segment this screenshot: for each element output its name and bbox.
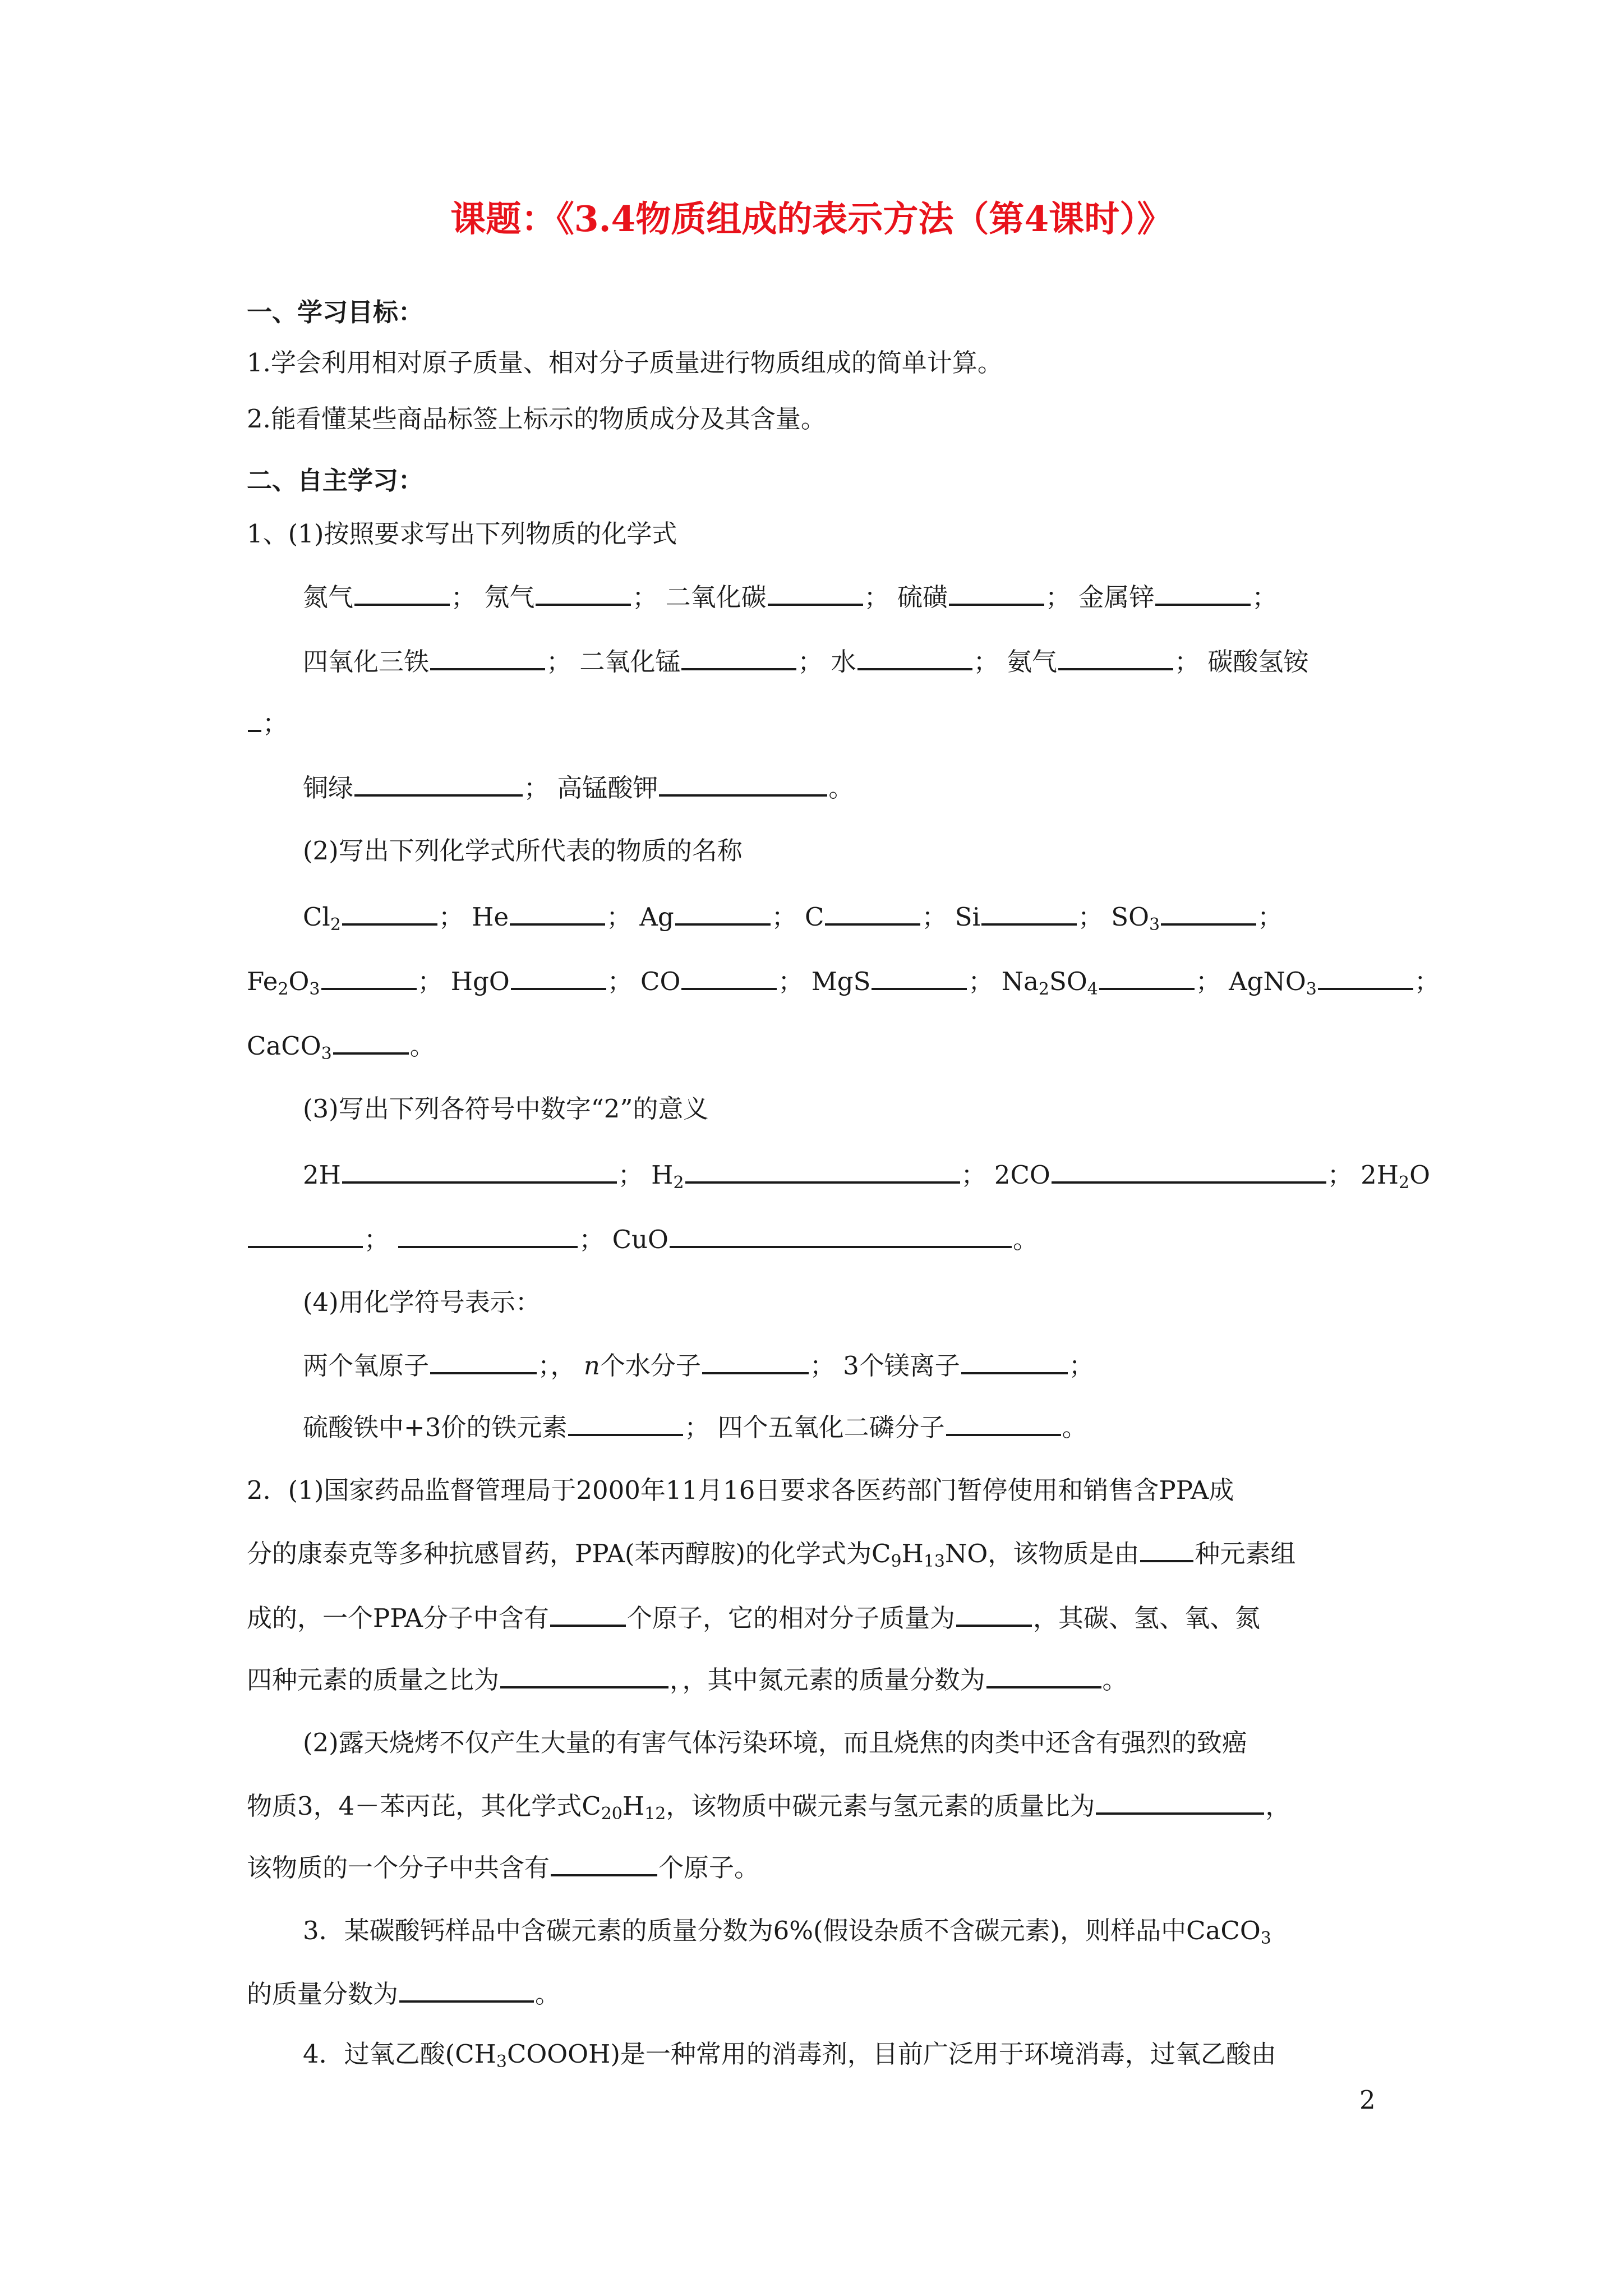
q1-p2-row1: $Cl_2$ ； He ； Ag ； C ； Si ； $SO_3$ ； xyxy=(303,898,1283,935)
text-segment: ，该物质中碳元素与氢元素的质量比为 xyxy=(666,1791,1095,1821)
answer-blank[interactable] xyxy=(321,962,417,990)
answer-blank[interactable] xyxy=(248,1220,363,1248)
q1-p2-row3: CaCO$_3$ 。 xyxy=(247,1027,435,1064)
text-segment: ，该物质是由 xyxy=(988,1539,1140,1568)
q3-line2: 的质量分数为 。 xyxy=(247,1975,560,2012)
answer-blank[interactable] xyxy=(430,642,545,670)
q2-p2-line2: 物质3，4－苯丙芘，其化学式$C_{20}H_{12}$，该物质中碳元素与氢元素的质量比为 ， xyxy=(247,1787,1290,1824)
answer-blank[interactable] xyxy=(949,578,1044,606)
answer-blank[interactable] xyxy=(354,578,450,606)
text-segment: ，其中氮元素的质量分数为 xyxy=(682,1665,985,1695)
answer-blank[interactable] xyxy=(825,898,920,926)
term-iron-element: 硫酸铁中+3价的铁元素 xyxy=(303,1412,568,1442)
text-segment: )是一种常用的消毒剂，目前广泛用于环境消毒，过氧乙酸由 xyxy=(610,2039,1276,2069)
answer-blank[interactable] xyxy=(1161,898,1256,926)
answer-blank[interactable] xyxy=(1099,962,1195,990)
answer-blank[interactable] xyxy=(681,642,796,670)
answer-blank[interactable] xyxy=(398,1220,578,1248)
answer-blank[interactable] xyxy=(568,1408,683,1436)
answer-blank[interactable] xyxy=(510,898,605,926)
text-segment: 个原子。 xyxy=(658,1853,760,1883)
term-mno2: 二氧化锰 xyxy=(579,647,681,677)
q2-p2-line3 xyxy=(247,1848,759,1886)
term-nitrogen: 氮气 xyxy=(303,582,354,612)
text-segment: 分的康泰克等多种抗感冒药，PPA(苯丙醇胺)的化学式为 xyxy=(247,1539,872,1568)
answer-blank[interactable] xyxy=(248,704,261,732)
answer-blank[interactable] xyxy=(1058,642,1173,670)
q1-p2-intro: (2)写出下列化学式所代表的物质的名称 xyxy=(303,836,743,866)
answer-blank[interactable] xyxy=(333,1027,409,1055)
q2-p2-line1: (2)露天烧烤不仅产生大量的有害气体污染环境，而且烧焦的肉类中还含有强烈的致癌 xyxy=(303,1728,1247,1757)
q1-p2-row2: $Fe_2O_3$ ； HgO ； CO ； MgS ； $Na_2SO_4$ ； AgNO$_3$ ； xyxy=(247,962,1440,1000)
q2-p1-line2: 分的康泰克等多种抗感冒药，PPA(苯丙醇胺)的化学式为$C_9H_{13}NO$，该物质是由 种元素组 xyxy=(247,1534,1295,1572)
q1-row3: 铜绿 ； 高锰酸钾 。 xyxy=(303,769,854,806)
goal-2: 2.能看懂某些商品标签上标示的物质成分及其含量。 xyxy=(247,404,826,434)
text-segment: 个原子，它的相对分子质量为 xyxy=(626,1603,955,1633)
q1-p3-intro: (3)写出下列各符号中数字“2”的意义 xyxy=(303,1094,709,1124)
term-n: n xyxy=(583,1351,600,1381)
text-segment: 3．某碳酸钙样品中含碳元素的质量分数为6%(假设杂质不含碳元素)，则样品中 xyxy=(303,1916,1187,1945)
term-zinc: 金属锌 xyxy=(1078,582,1155,612)
answer-blank[interactable] xyxy=(1318,962,1413,990)
answer-blank[interactable] xyxy=(1155,578,1251,606)
text-segment: 的质量分数为 xyxy=(247,1979,399,2009)
goal-1: 1.学会利用相对原子质量、相对分子质量进行物质组成的简单计算。 xyxy=(247,348,1003,378)
answer-blank[interactable] xyxy=(1140,1534,1193,1562)
term-nh4hco3: 碳酸氢铵 xyxy=(1207,647,1309,677)
answer-blank[interactable] xyxy=(354,769,523,797)
answer-blank[interactable] xyxy=(342,1156,617,1184)
answer-blank[interactable] xyxy=(511,962,606,990)
answer-blank[interactable] xyxy=(1052,1156,1326,1184)
page-title: 课题：《3.4物质组成的表示方法（第4课时）》 xyxy=(450,198,1173,240)
q2-p1-line1: 2．(1)国家药品监督管理局于2000年11月16日要求各医药部门暂停使用和销售含PPA成 xyxy=(247,1475,1234,1505)
answer-blank[interactable] xyxy=(768,578,863,606)
q1-p4-row1: 两个氧原子 ；， n个水分子 ； 3个镁离子 ； xyxy=(303,1346,1094,1384)
text-segment: 成的，一个PPA分子中含有 xyxy=(247,1603,549,1633)
term-mg-ions: 3个镁离子 xyxy=(843,1351,960,1381)
answer-blank[interactable] xyxy=(956,1599,1032,1627)
answer-blank[interactable] xyxy=(659,769,827,797)
text-segment: ，其碳、氢、氧、氮 xyxy=(1032,1603,1260,1633)
q1-row1: 氮气 ； 氖气 ； 二氧化碳 ； 硫磺 ； 金属锌 ； xyxy=(303,578,1277,615)
term-sulfur: 硫磺 xyxy=(897,582,948,612)
term-ammonia: 氨气 xyxy=(1006,647,1057,677)
answer-blank[interactable] xyxy=(675,898,771,926)
answer-blank[interactable] xyxy=(681,962,777,990)
answer-blank[interactable] xyxy=(399,1975,534,2003)
term-fe3o4: 四氧化三铁 xyxy=(303,647,430,677)
answer-blank[interactable] xyxy=(857,642,972,670)
q1-row2: 四氧化三铁 ； 二氧化锰 ； 水 ； 氨气 ； 碳酸氢铵 xyxy=(303,642,1308,680)
term-water: 水 xyxy=(831,647,856,677)
term-neon: 氖气 xyxy=(484,582,535,612)
text-segment: 四种元素的质量之比为 xyxy=(247,1665,500,1695)
q3-line1: 3．某碳酸钙样品中含碳元素的质量分数为6%(假设杂质不含碳元素)，则样品中CaCO$_3$ xyxy=(303,1916,1271,1948)
self-study-heading: 二、自主学习： xyxy=(247,466,424,495)
answer-blank[interactable] xyxy=(946,1408,1061,1436)
goals-heading: 一、学习目标： xyxy=(247,297,424,327)
answer-blank[interactable] xyxy=(986,1660,1101,1688)
term-co2: 二氧化碳 xyxy=(665,582,767,612)
text-segment: 4．过氧乙酸( xyxy=(303,2039,455,2069)
answer-blank[interactable] xyxy=(536,578,631,606)
answer-blank[interactable] xyxy=(702,1346,809,1374)
q2-p1-line3 xyxy=(247,1599,1260,1636)
answer-blank[interactable] xyxy=(551,1848,657,1876)
page-number: 2 xyxy=(1359,2085,1376,2115)
answer-blank[interactable] xyxy=(1096,1787,1264,1815)
term-malachite: 铜绿 xyxy=(303,773,354,803)
q1-p3-row1: 2H ； $H_2$ ； 2CO ； $2H_2O$ xyxy=(303,1156,1430,1193)
answer-blank[interactable] xyxy=(500,1660,668,1688)
term-p2o5-molecules: 四个五氧化二磷分子 xyxy=(717,1412,945,1442)
answer-blank[interactable] xyxy=(550,1599,626,1627)
term-kmno4: 高锰酸钾 xyxy=(557,773,658,803)
text-segment: 该物质的一个分子中共含有 xyxy=(247,1853,550,1883)
q1-p4-intro: (4)用化学符号表示： xyxy=(303,1287,541,1317)
q1-p4-row2: 硫酸铁中+3价的铁元素 ； 四个五氧化二磷分子 。 xyxy=(303,1408,1087,1446)
answer-blank[interactable] xyxy=(685,1156,960,1184)
term-water-molecules: 个水分子 xyxy=(600,1351,701,1381)
answer-blank[interactable] xyxy=(961,1346,1068,1374)
answer-blank[interactable] xyxy=(872,962,967,990)
answer-blank[interactable] xyxy=(342,898,437,926)
q4-line1: 4．过氧乙酸$(CH_3COOOH)$是一种常用的消毒剂，目前广泛用于环境消毒，过氧乙酸由 xyxy=(303,2039,1276,2072)
term-two-oxygen-atoms: 两个氧原子 xyxy=(303,1351,430,1381)
text-segment: 物质3，4－苯丙芘，其化学式 xyxy=(247,1791,582,1821)
q2-p1-line4: 四种元素的质量之比为 ，，其中氮元素的质量分数为 。 xyxy=(247,1660,1128,1698)
text-segment: 种元素组 xyxy=(1195,1539,1296,1568)
answer-blank[interactable] xyxy=(430,1346,537,1374)
q1-p1-intro: 1、(1)按照要求写出下列物质的化学式 xyxy=(247,519,677,549)
answer-blank[interactable] xyxy=(670,1220,1012,1248)
q1-row2-cont: ； xyxy=(247,704,288,742)
answer-blank[interactable] xyxy=(981,898,1077,926)
q1-p3-row2: ； ； CuO 。 xyxy=(247,1220,1038,1258)
